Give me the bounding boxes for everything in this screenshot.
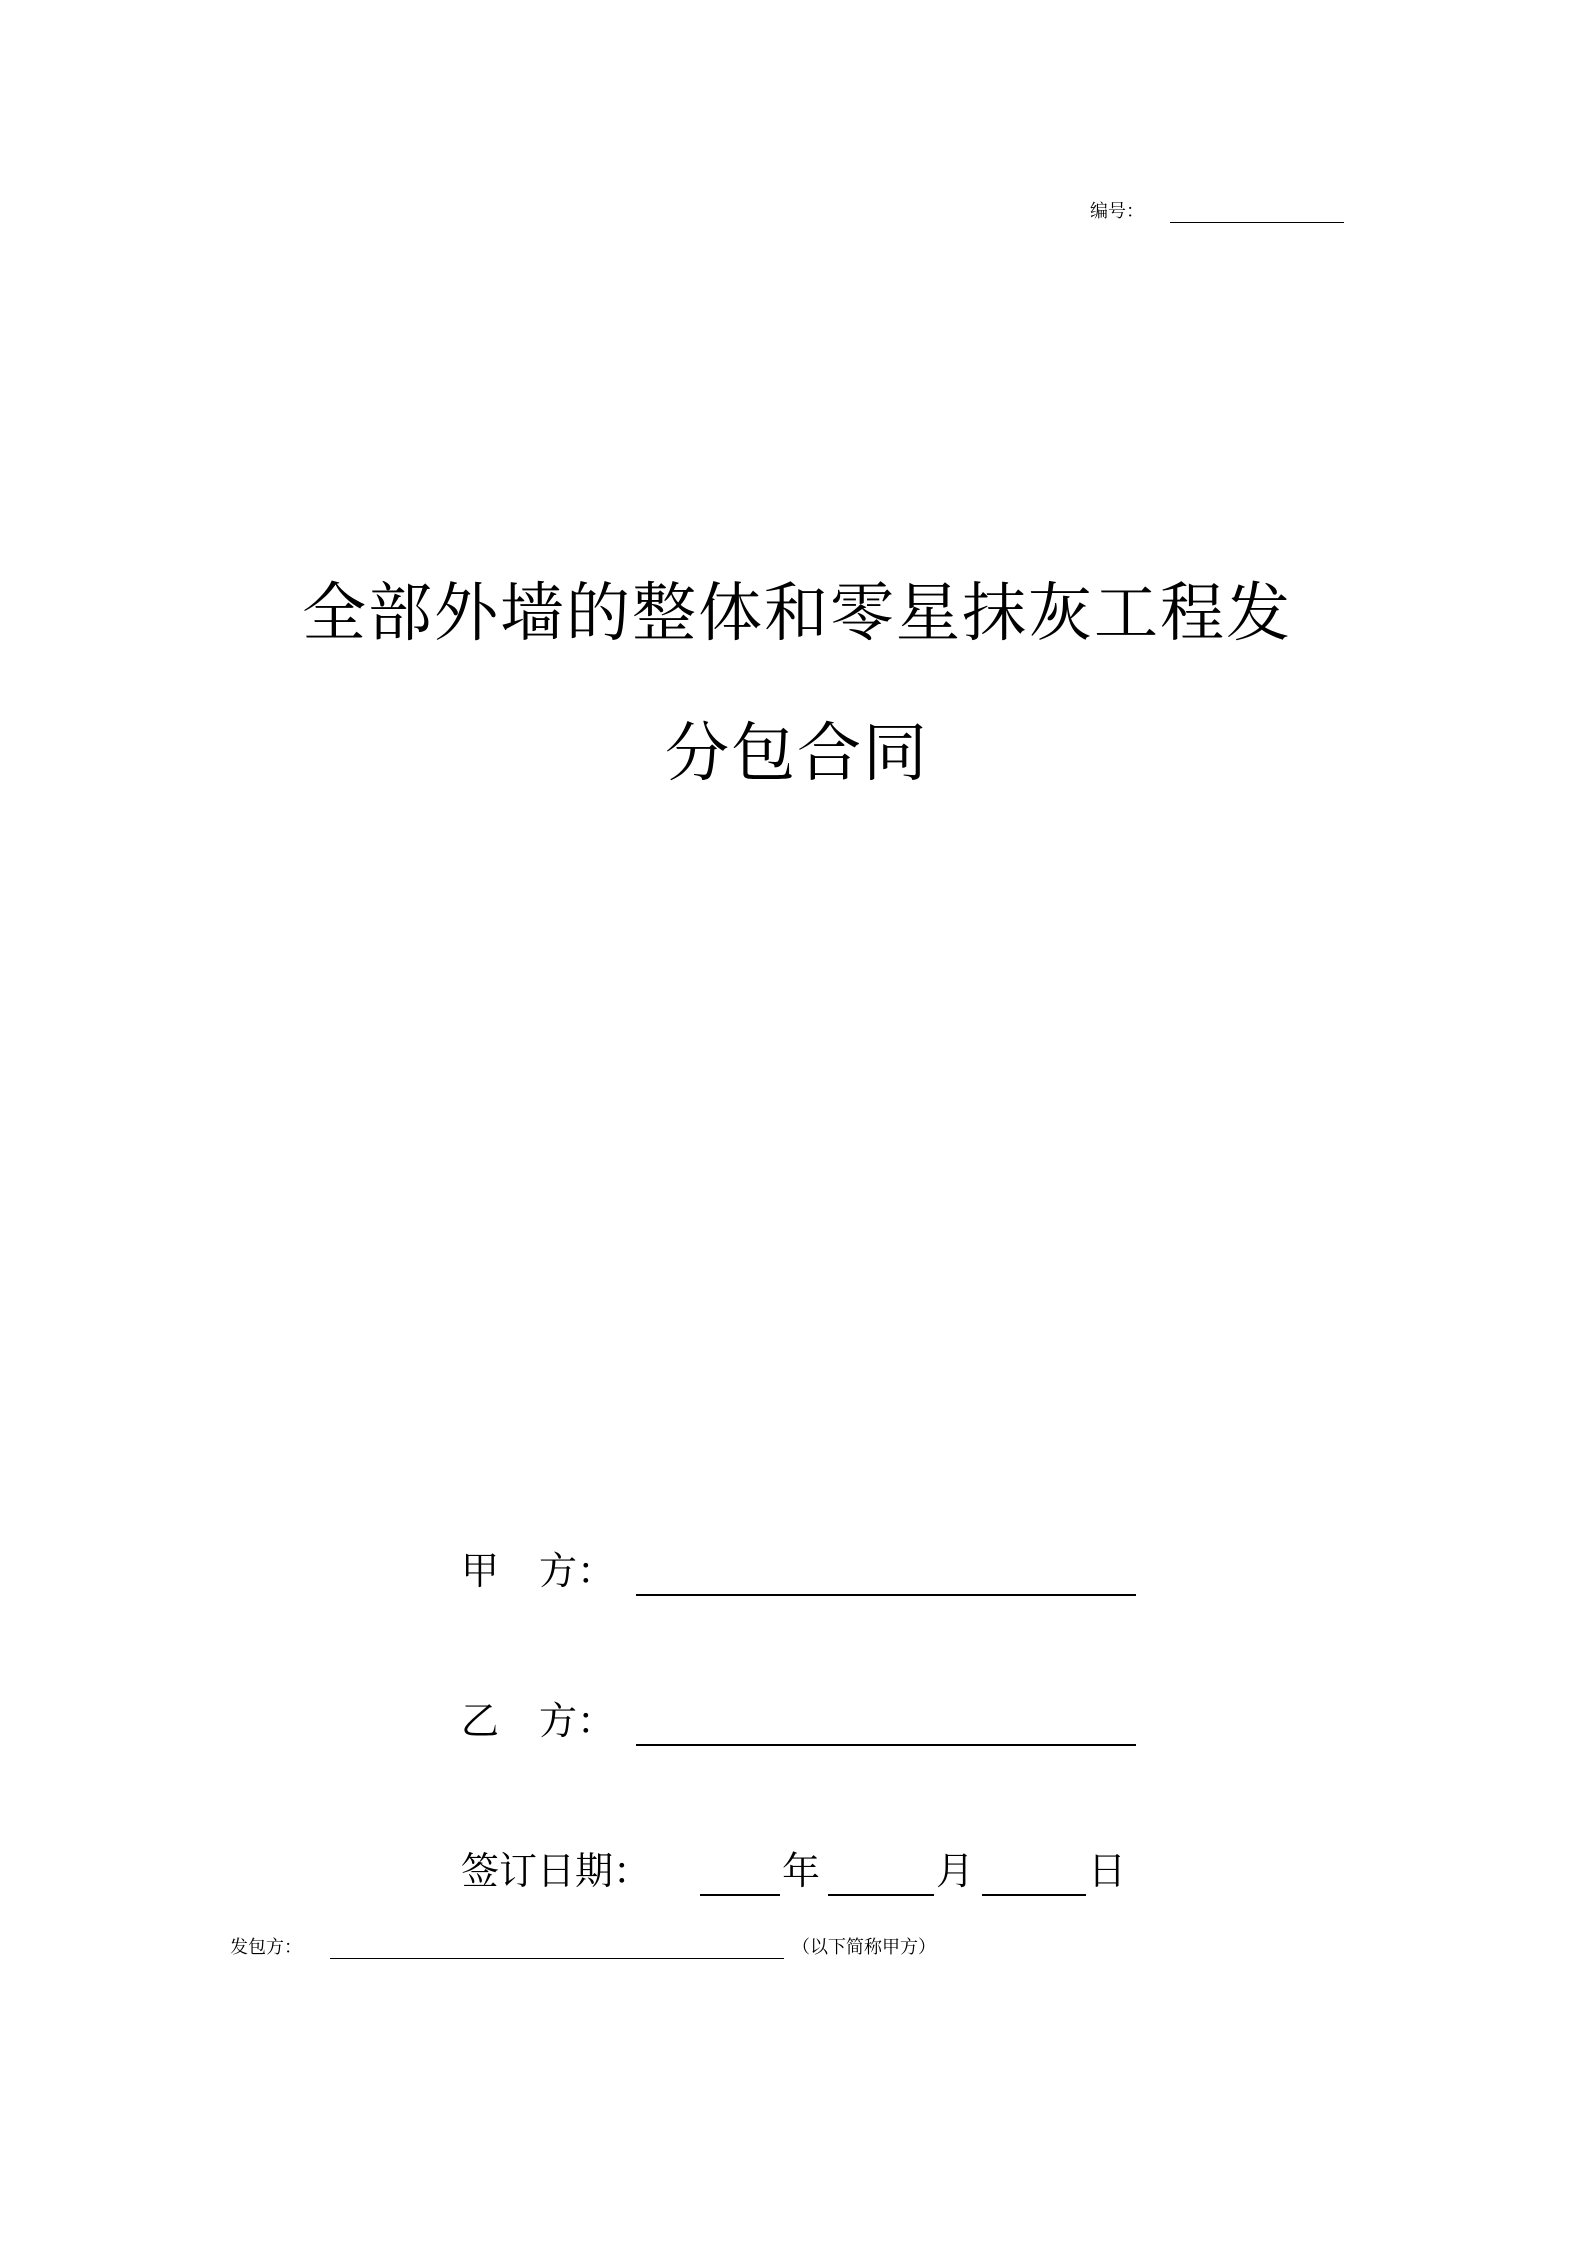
party-b-field[interactable] [636,1744,1136,1746]
party-a-field[interactable] [636,1594,1136,1596]
signing-day-field[interactable] [982,1894,1086,1896]
party-a-char: 甲 [461,1549,500,1593]
party-a-suffix: 方： [539,1549,616,1593]
signing-date-label: 签订日期： [461,1849,652,1893]
issuer-field[interactable] [330,1958,784,1959]
party-b-label [461,1697,615,1745]
signing-year-unit: 年 [782,1849,821,1893]
party-a-label [461,1547,615,1595]
signing-month-field[interactable] [828,1894,934,1896]
party-b-char: 乙 [461,1699,500,1743]
signing-month-unit: 月 [936,1849,975,1893]
signing-year-field[interactable] [700,1894,780,1896]
signing-day-unit: 日 [1088,1849,1127,1893]
document-title-line-1: 全部外墙的整体和零星抹灰工程发 [302,577,1292,651]
party-b-suffix: 方： [539,1699,616,1743]
issuer-label: 发包方： [230,1937,302,1958]
issuer-note: （以下简称甲方） [792,1937,936,1958]
contract-number-label: 编号： [1090,201,1144,222]
document-title-line-2: 分包合同 [665,717,929,791]
contract-number-field[interactable] [1170,222,1344,223]
